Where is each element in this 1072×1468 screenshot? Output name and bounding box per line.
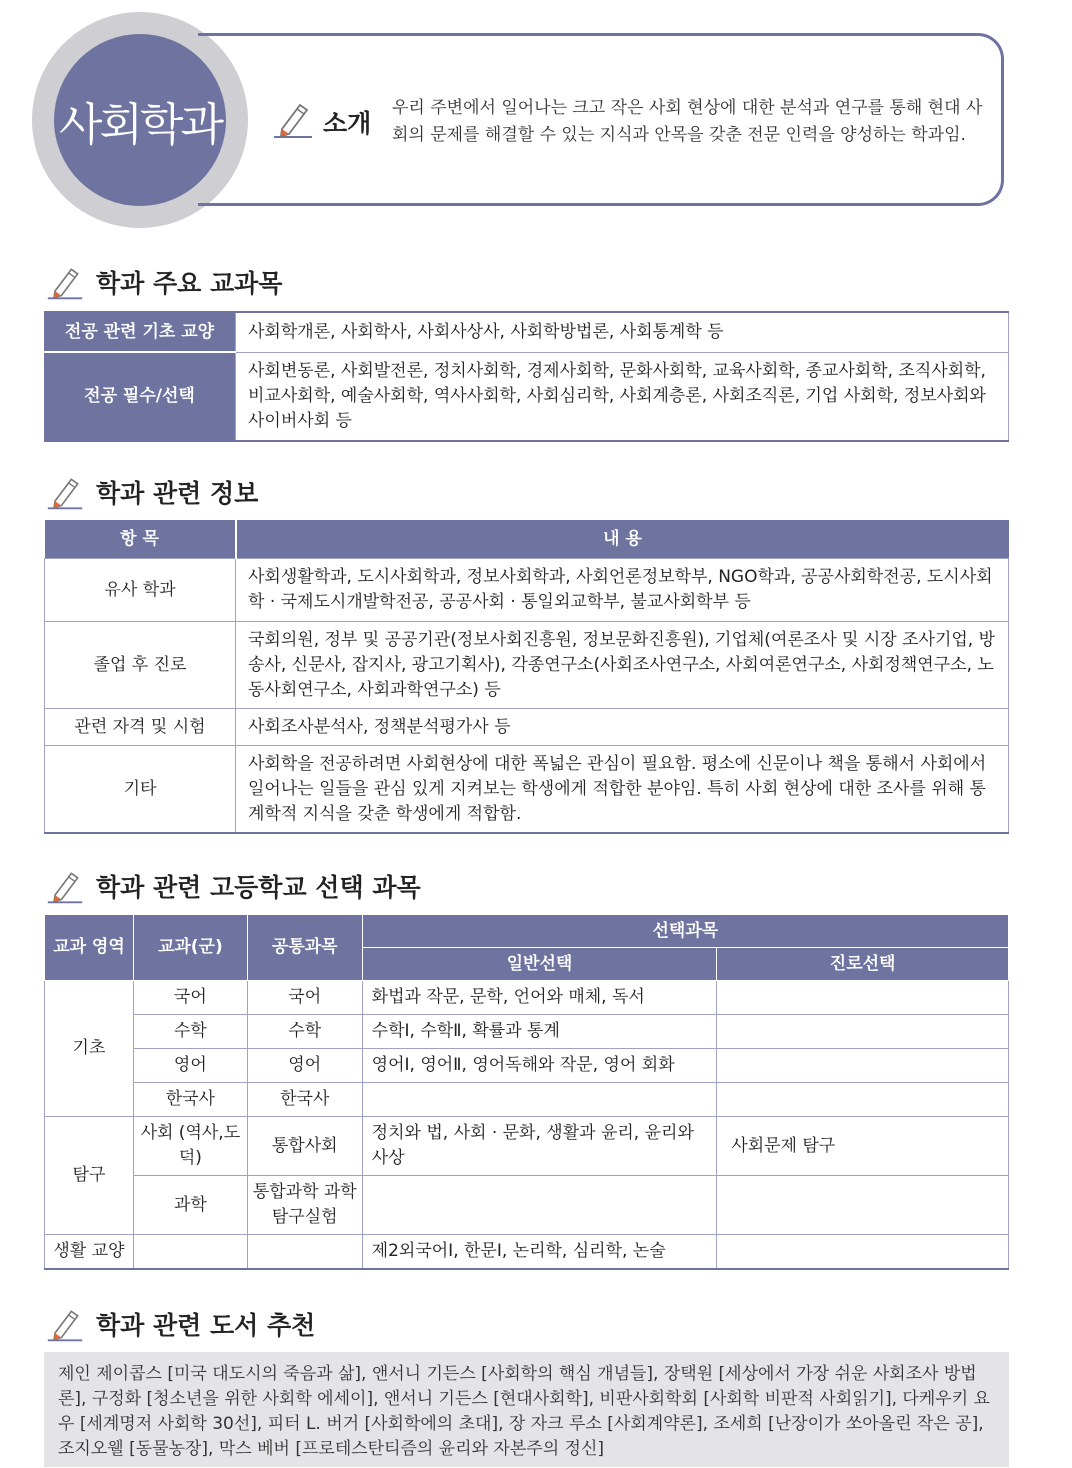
column-header: 선택과목 xyxy=(362,915,1008,948)
career-cell xyxy=(717,1015,1009,1049)
row-label: 졸업 후 진로 xyxy=(45,622,236,709)
courses-table xyxy=(44,311,1009,442)
section-heading-books xyxy=(46,1304,315,1344)
group-cell: 수학 xyxy=(133,1015,247,1049)
table-row xyxy=(45,1235,1009,1270)
career-cell xyxy=(717,1049,1009,1083)
general-cell: 화법과 작문, 문학, 언어와 매체, 독서 xyxy=(362,981,717,1015)
group-cell: 국어 xyxy=(133,981,247,1015)
table-row xyxy=(45,746,1009,834)
pencil-icon xyxy=(46,472,84,512)
career-cell: 사회문제 탐구 xyxy=(717,1117,1009,1176)
table-row xyxy=(45,981,1009,1015)
general-cell xyxy=(362,1176,717,1235)
common-cell: 영어 xyxy=(247,1049,362,1083)
column-header: 진로선택 xyxy=(717,948,1009,981)
row-label: 유사 학과 xyxy=(45,559,236,622)
general-cell: 수학Ⅰ, 수학Ⅱ, 확률과 통계 xyxy=(362,1015,717,1049)
row-value: 사회학개론, 사회학사, 사회사상사, 사회학방법론, 사회통계학 등 xyxy=(236,312,1009,352)
row-value: 사회생활학과, 도시사회학과, 정보사회학과, 사회언론정보학부, NGO학과, 공공사회학전공, 도시사회학 · 국제도시개발학전공, 공공사회 · 통일외교학부, 불교사회학부 등 xyxy=(236,559,1009,622)
column-header: 교과(군) xyxy=(133,915,247,981)
row-label: 전공 필수/선택 xyxy=(44,352,236,441)
common-cell: 통합사회 xyxy=(247,1117,362,1176)
group-cell: 사회 (역사,도덕) xyxy=(133,1117,247,1176)
career-cell xyxy=(717,1083,1009,1117)
group-cell: 과학 xyxy=(133,1176,247,1235)
common-cell: 국어 xyxy=(247,981,362,1015)
section-title: 학과 관련 도서 추천 xyxy=(96,1311,316,1340)
column-header: 항 목 xyxy=(45,520,236,559)
pencil-icon xyxy=(272,98,314,140)
general-cell: 영어Ⅰ, 영어Ⅱ, 영어독해와 작문, 영어 회화 xyxy=(362,1049,717,1083)
section-title: 학과 주요 교과목 xyxy=(96,269,283,298)
common-cell xyxy=(247,1235,362,1270)
column-header: 교과 영역 xyxy=(45,915,134,981)
table-row xyxy=(44,312,1009,352)
career-cell xyxy=(717,1176,1009,1235)
intro-label: 소개 xyxy=(323,109,372,138)
section-title: 학과 관련 고등학교 선택 과목 xyxy=(96,873,421,902)
pencil-icon xyxy=(46,262,84,302)
row-label: 관련 자격 및 시험 xyxy=(45,709,236,746)
row-label: 기타 xyxy=(45,746,236,834)
career-cell xyxy=(717,1235,1009,1270)
info-table xyxy=(44,520,1009,834)
column-header: 공통과목 xyxy=(247,915,362,981)
pencil-icon xyxy=(46,1304,84,1344)
common-cell: 수학 xyxy=(247,1015,362,1049)
table-row xyxy=(44,352,1009,441)
column-header: 내 용 xyxy=(236,520,1009,559)
group-cell: 영어 xyxy=(133,1049,247,1083)
table-row xyxy=(45,1176,1009,1235)
group-cell: 한국사 xyxy=(133,1083,247,1117)
table-row xyxy=(45,559,1009,622)
highschool-table xyxy=(44,914,1009,1270)
section-heading-highschool xyxy=(46,866,421,906)
book-recommendations: 제인 제이콥스 [미국 대도시의 죽음과 삶], 앤서니 기든스 [사회학의 핵심 개념들], 장택원 [세상에서 가장 쉬운 사회조사 방법론], 구정화 [청소년을 위한 사회학 에세이], 앤서니 기든스 [현대사회학], 비판사회학회 [사회학 비판적 사회읽기], 다케우키 요우 [세계명저 사회학 30선], 피터 L. 버거 [사회학에의 초대], 장 자크 루소 [사회계약론], 조세희 [난장이가 쏘아올린 작은 공], 조지오웰 [동물농장], 막스 베버 [프로테스탄티즘의 윤리와 자본주의 정신] xyxy=(44,1352,1009,1467)
row-value: 국회의원, 정부 및 공공기관(정보사회진흥원, 정보문화진흥원), 기업체(여론조사 및 시장 조사기업, 방송사, 신문사, 잡지사, 광고기획사), 각종연구소(사회조사연구소, 사회여론연구소, 사회정책연구소, 노동사회연구소, 사회과학연구소) 등 xyxy=(236,622,1009,709)
common-cell: 통합과학 과학탐구실험 xyxy=(247,1176,362,1235)
section-title: 학과 관련 정보 xyxy=(96,479,259,508)
common-cell: 한국사 xyxy=(247,1083,362,1117)
table-header-row xyxy=(45,520,1009,559)
page-title: 사회학과 xyxy=(59,97,221,151)
row-value: 사회학을 전공하려면 사회현상에 대한 폭넓은 관심이 필요함. 평소에 신문이나 책을 통해서 사회에서 일어나는 일들을 관심 있게 지켜보는 학생에게 적합한 분야임. 특히 사회 현상에 대한 조사를 위해 통계학적 지식을 갖춘 학생에게 적합함. xyxy=(236,746,1009,834)
section-heading-courses xyxy=(46,262,282,302)
table-row xyxy=(45,1049,1009,1083)
general-cell: 정치와 법, 사회 · 문화, 생활과 윤리, 윤리와 사상 xyxy=(362,1117,717,1176)
career-cell xyxy=(717,981,1009,1015)
row-label: 전공 관련 기초 교양 xyxy=(44,312,236,352)
pencil-icon xyxy=(46,866,84,906)
table-row xyxy=(45,1083,1009,1117)
area-label: 기초 xyxy=(45,981,134,1117)
section-heading-info xyxy=(46,472,258,512)
table-row xyxy=(45,1015,1009,1049)
table-row xyxy=(45,622,1009,709)
general-cell: 제2외국어Ⅰ, 한문Ⅰ, 논리학, 심리학, 논술 xyxy=(362,1235,717,1270)
intro-text: 우리 주변에서 일어나는 크고 작은 사회 현상에 대한 분석과 연구를 통해 현대 사회의 문제를 해결할 수 있는 지식과 안목을 갖춘 전문 인력을 양성하는 학과임. xyxy=(392,98,983,145)
area-label: 생활 교양 xyxy=(45,1235,134,1270)
column-header: 일반선택 xyxy=(362,948,717,981)
general-cell xyxy=(362,1083,717,1117)
table-header-row xyxy=(45,915,1009,948)
table-row xyxy=(45,1117,1009,1176)
group-cell xyxy=(133,1235,247,1270)
area-label: 탐구 xyxy=(45,1117,134,1235)
title-circle xyxy=(54,34,226,206)
row-value: 사회변동론, 사회발전론, 정치사회학, 경제사회학, 문화사회학, 교육사회학, 종교사회학, 조직사회학, 비교사회학, 예술사회학, 역사사회학, 사회심리학, 사회계층론, 사회조직론, 기업 사회학, 정보사회와사이버사회 등 xyxy=(236,352,1009,441)
row-value: 사회조사분석사, 정책분석평가사 등 xyxy=(236,709,1009,746)
table-row xyxy=(45,709,1009,746)
